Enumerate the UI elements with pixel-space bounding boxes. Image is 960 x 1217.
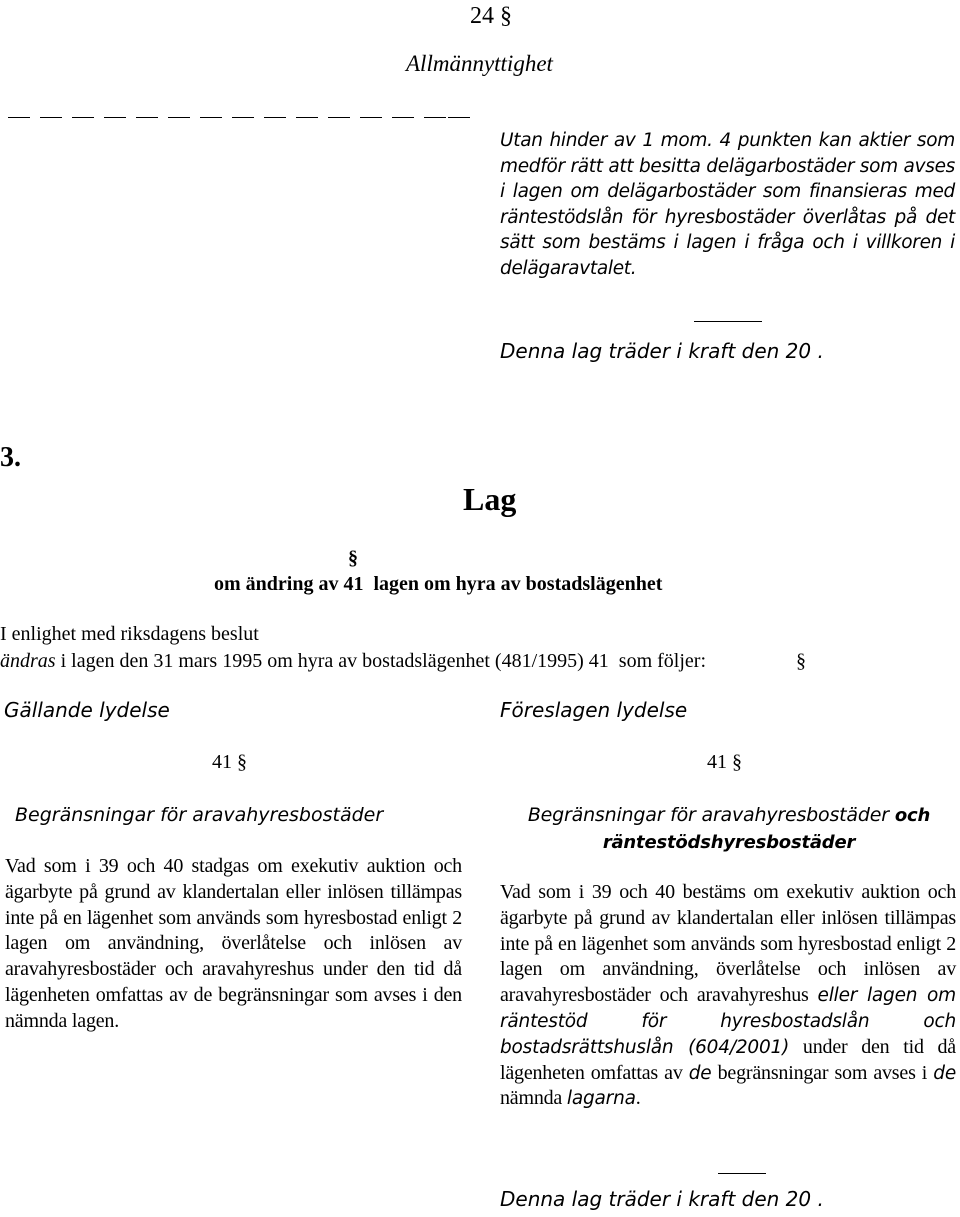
short-rule <box>694 321 762 322</box>
header-title: Allmännyttighet <box>406 51 553 76</box>
section-sign-icon: § <box>796 650 806 672</box>
left-section-title: Begränsningar för aravahyresbostäder <box>15 804 384 826</box>
section-sign-icon: § <box>500 3 512 29</box>
right-body: Vad som i 39 och 40 bestäms om exekutiv auktion och ägarbyte på grund av klandertalan eller inlösen tillämpas inte på en lägenhet som används som hyresbostad enligt 2 lagen om användning, överlåtelse och inlösen av aravahyresbostäder och aravahyreshus eller lagen om räntestöd för hyresbostadslån och bostadsrättshuslån (604/2001) under den tid då lägenheten omfattas av de begränsningar som avses i de nämnda lagarna. <box>500 881 957 1110</box>
section-sign-icon: § <box>732 751 742 773</box>
section-number: 3. <box>0 442 21 473</box>
short-rule-bottom <box>718 1173 766 1174</box>
right-column-heading: Föreslagen lydelse <box>500 698 688 722</box>
law-subtitle: om ändring av 41 lagen om hyra av bostadslägenhet <box>214 573 663 595</box>
in-force-upper: Denna lag träder i kraft den 20 . <box>500 339 824 363</box>
law-title: Lag <box>463 481 517 517</box>
in-force-bottom: Denna lag träder i kraft den 20 . <box>500 1187 824 1211</box>
intro-line-2: ändras i lagen den 31 mars 1995 om hyra av bostadslägenhet (481/1995) 41 som följer: <box>0 650 706 672</box>
upper-paragraph: Utan hinder av 1 mom. 4 punkten kan aktier som medför rätt att besitta delägarbostäder som avses i lagen om delägarbostäder som finansieras med räntestödslån för hyresbostäder överlåtas på det sätt som bestäms i lagen i fråga och i villkoren i delägaravtalet. <box>500 130 955 279</box>
section-sign-icon: § <box>348 547 358 569</box>
right-section-title: Begränsningar för aravahyresbostäder och räntestödshyresbostäder <box>527 804 931 853</box>
right-paragraph-number: 41 § <box>707 751 742 773</box>
left-body: Vad som i 39 och 40 stadgas om exekutiv auktion och ägarbyte på grund av klandertalan eller inlösen tillämpas inte på en lägenhet som används som hyresbostad enligt 2 lagen om användning, överlåtelse och inlösen av aravahyresbostäder och aravahyreshus under den tid då lägenheten omfattas av de begränsningar som avses i den nämnda lagen. <box>5 855 462 1032</box>
page-number: 24 § <box>470 3 512 29</box>
section-sign-icon: § <box>237 751 247 773</box>
intro-line-1: I enlighet med riksdagens beslut <box>0 623 259 645</box>
left-column-heading: Gällande lydelse <box>4 698 170 722</box>
left-paragraph-number: 41 § <box>212 751 247 773</box>
